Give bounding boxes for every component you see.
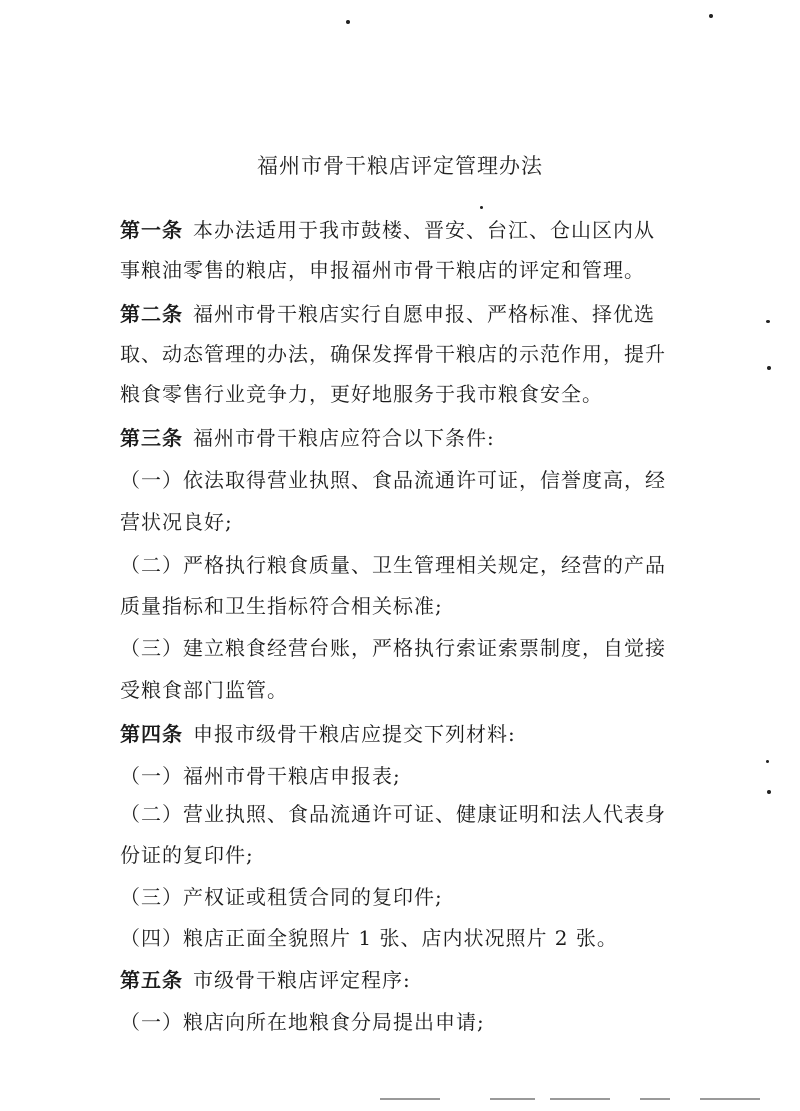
line-text: 申报市级骨干粮店应提交下列材料: [193,722,516,746]
footer-scan-marks [380,1098,780,1101]
paragraph-line [120,722,680,746]
line-text: 质量指标和卫生指标符合相关标准; [120,594,443,618]
paragraph-line [120,258,680,282]
paragraph-line [120,426,680,450]
article-label: 第一条 [120,218,183,242]
scan-speck [766,320,770,323]
line-text: 粮食零售行业竞争力，更好地服务于我市粮食安全。 [120,382,603,406]
paragraph-line [120,510,680,534]
line-text: 市级骨干粮店评定程序: [193,968,411,992]
paragraph-line [120,885,680,909]
line-text: 福州市骨干粮店实行自愿申报、严格标准、择优选 [193,302,655,326]
paragraph-line [120,302,680,326]
article-label: 第三条 [120,426,183,450]
scan-speck [766,760,769,763]
line-text: （二）严格执行粮食质量、卫生管理相关规定，经营的产品 [120,553,666,577]
paragraph-line [120,926,680,950]
line-text: （一）依法取得营业执照、食品流通许可证，信誉度高，经 [120,468,666,492]
line-text: 本办法适用于我市鼓楼、晋安、台江、仓山区内从 [193,218,655,242]
line-text: 份证的复印件; [120,843,254,867]
line-text: （二）营业执照、食品流通许可证、健康证明和法人代表身 [120,802,666,826]
line-text: 营状况良好; [120,510,233,534]
paragraph-line [120,764,680,788]
paragraph-line [120,1010,680,1034]
line-text: （三）产权证或租赁合同的复印件; [120,885,443,909]
line-text: （一）粮店向所在地粮食分局提出申请; [120,1010,485,1034]
line-text: （四）粮店正面全貌照片 1 张、店内状况照片 2 张。 [120,926,618,950]
paragraph-line [120,218,680,242]
paragraph-line [120,678,680,702]
scan-speck [767,790,771,794]
paragraph-line [120,382,680,406]
paragraph-line [120,553,680,577]
paragraph-line [120,968,680,992]
line-text: （一）福州市骨干粮店申报表; [120,764,401,788]
scan-speck [346,20,350,24]
line-text: 福州市骨干粮店应符合以下条件: [193,426,495,450]
line-text: （三）建立粮食经营台账，严格执行索证索票制度，自觉接 [120,636,666,660]
document-title: 福州市骨干粮店评定管理办法 [257,154,543,178]
paragraph-line [120,636,680,660]
line-text: 取、动态管理的办法，确保发挥骨干粮店的示范作用，提升 [120,342,666,366]
line-text: 受粮食部门监管。 [120,678,288,702]
article-label: 第五条 [120,968,183,992]
paragraph-line [120,802,680,826]
scan-speck [480,206,483,209]
scan-speck [709,14,713,18]
scan-speck [767,366,771,370]
paragraph-line [120,843,680,867]
paragraph-line [120,594,680,618]
paragraph-line [120,468,680,492]
paragraph-line [120,342,680,366]
article-label: 第四条 [120,722,183,746]
article-label: 第二条 [120,302,183,326]
line-text: 事粮油零售的粮店，申报福州市骨干粮店的评定和管理。 [120,258,645,282]
